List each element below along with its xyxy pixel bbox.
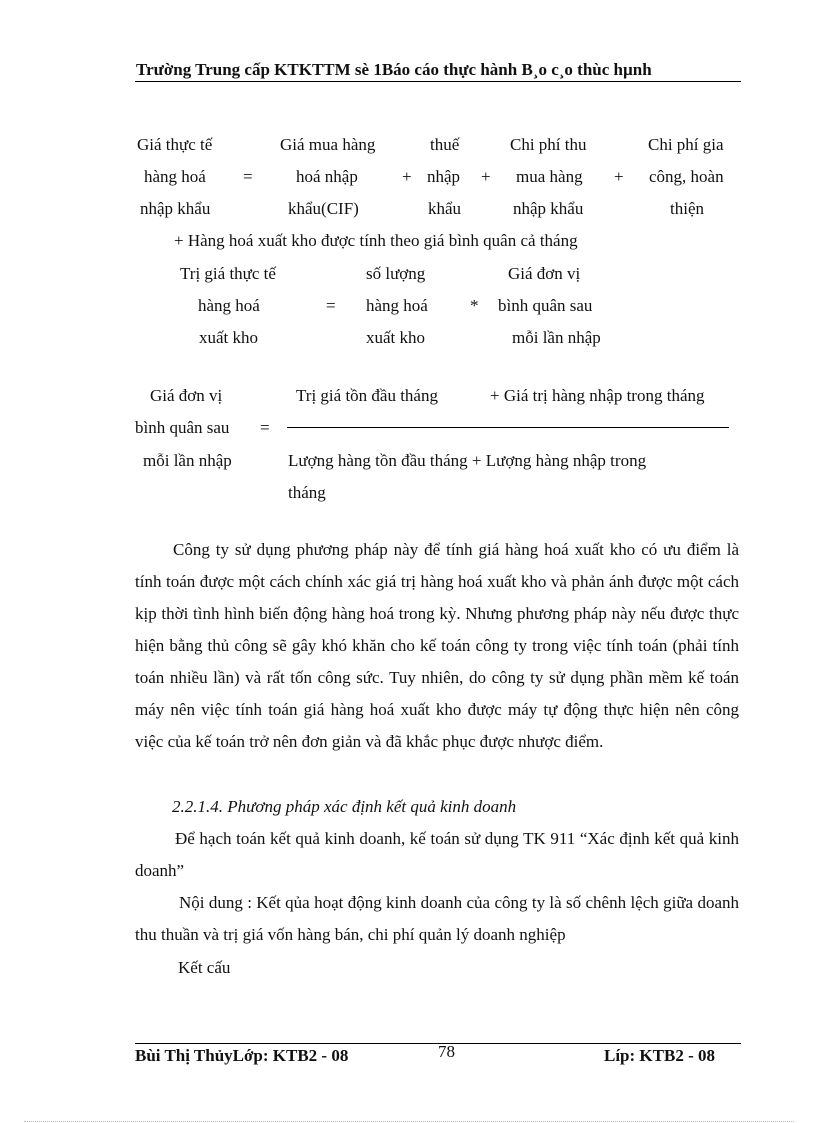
f1-col2-line2: hoá nhập	[296, 167, 358, 186]
method-line: + Hàng hoá xuất kho được tính theo giá bình quân cả tháng	[174, 231, 578, 250]
fraction-bar	[287, 427, 729, 428]
f1-col5-line1: Chi phí gia	[648, 135, 724, 154]
footer-author: Bùi Thị ThủyLớp: KTB2 - 08	[135, 1046, 349, 1065]
f3-numerator-a: Trị giá tồn đầu tháng	[296, 386, 438, 405]
page-bottom-dotted-border	[24, 1121, 794, 1122]
header-rule	[135, 81, 741, 82]
f2-col1-line1: Trị giá thực tế	[180, 264, 276, 283]
f1-col1-line3: nhập khẩu	[140, 199, 211, 218]
paragraph-method-evaluation: Công ty sử dụng phương pháp này để tính giá hàng hoá xuất kho có ưu điểm là tính toán được một cách chính xác giá trị hàng hoá xuất kho và phản ánh được một cách kịp thời tình hình biến động hàng hoá trong kỳ. Nhưng phương pháp này nếu được thực hiện bằng thủ công sẽ gây khó khăn cho kế toán công ty trong việc tính toán (phải tính toán nhiều lần) và rất tốn công sức. Tuy nhiên, do công ty sử dụng phần mềm kế toán máy nên việc tính toán giá hàng hoá xuất kho được máy tự động thực hiện nên công việc của kế toán trở nên đơn giản và đã khắc phục được nhược điểm.	[135, 540, 739, 751]
page-header-title: Trường Trung cấp KTKTTM sè 1Báo cáo thực hành B¸o c¸o thùc hµnh	[136, 60, 652, 79]
f1-col2-line1: Giá mua hàng	[280, 135, 376, 154]
f2-equals: =	[326, 296, 336, 315]
f1-col3-line1: thuế	[430, 135, 460, 154]
f2-col3-line1: Giá đơn vị	[508, 264, 581, 283]
f1-col4-line2: mua hàng	[516, 167, 583, 186]
f1-equals: =	[243, 167, 253, 186]
f1-col3-line2: nhập	[427, 167, 461, 186]
f2-col2-line2: hàng hoá	[366, 296, 428, 315]
f2-multiply: *	[470, 296, 479, 315]
page-number: 78	[438, 1042, 455, 1061]
f2-col2-line3: xuất kho	[366, 328, 426, 347]
f1-col5-line3: thiện	[670, 199, 704, 218]
paragraph-account-911: Để hạch toán kết quả kinh doanh, kế toán sử dụng TK 911 “Xác định kết quả kinh doanh”	[135, 829, 739, 880]
f3-numerator-b: + Giá trị hàng nhập trong tháng	[490, 386, 705, 405]
f1-plus-1: +	[402, 167, 412, 186]
f1-plus-2: +	[481, 167, 491, 186]
f1-col1-line1: Giá thực tế	[137, 135, 213, 154]
f1-col5-line2: công, hoàn	[649, 167, 724, 186]
f3-left-line1: Giá đơn vị	[150, 386, 223, 405]
f2-col3-line2: bình quân sau	[498, 296, 593, 315]
f3-left-line2: bình quân sau	[135, 418, 230, 437]
f3-denominator-a: Lượng hàng tồn đầu tháng + Lượng hàng nhập trong	[288, 451, 647, 470]
f2-col1-line3: xuất kho	[199, 328, 259, 347]
f3-left-line3: mỗi lần nhập	[143, 451, 232, 470]
f1-col4-line3: nhập khẩu	[513, 199, 584, 218]
f1-col4-line1: Chi phí thu	[510, 135, 587, 154]
f3-equals: =	[260, 418, 270, 437]
f2-col1-line2: hàng hoá	[198, 296, 260, 315]
paragraph-content: Nội dung : Kết qủa hoạt động kinh doanh của công ty là số chênh lệch giữa doanh thu thuần và trị giá vốn hàng bán, chi phí quản lý doanh nghiệp	[135, 893, 739, 944]
f1-col3-line3: khẩu	[428, 199, 462, 218]
f1-plus-3: +	[614, 167, 624, 186]
f3-denominator-b: tháng	[288, 483, 326, 502]
section-heading: 2.2.1.4. Phương pháp xác định kết quả kinh doanh	[172, 797, 517, 816]
f1-col1-line2: hàng hoá	[144, 167, 206, 186]
footer-class: Líp: KTB2 - 08	[604, 1046, 715, 1065]
f2-col2-line1: số lượng	[366, 264, 426, 283]
f1-col2-line3: khẩu(CIF)	[288, 199, 359, 218]
f2-col3-line3: mỗi lần nhập	[512, 328, 601, 347]
structure-label: Kết cấu	[178, 958, 231, 977]
